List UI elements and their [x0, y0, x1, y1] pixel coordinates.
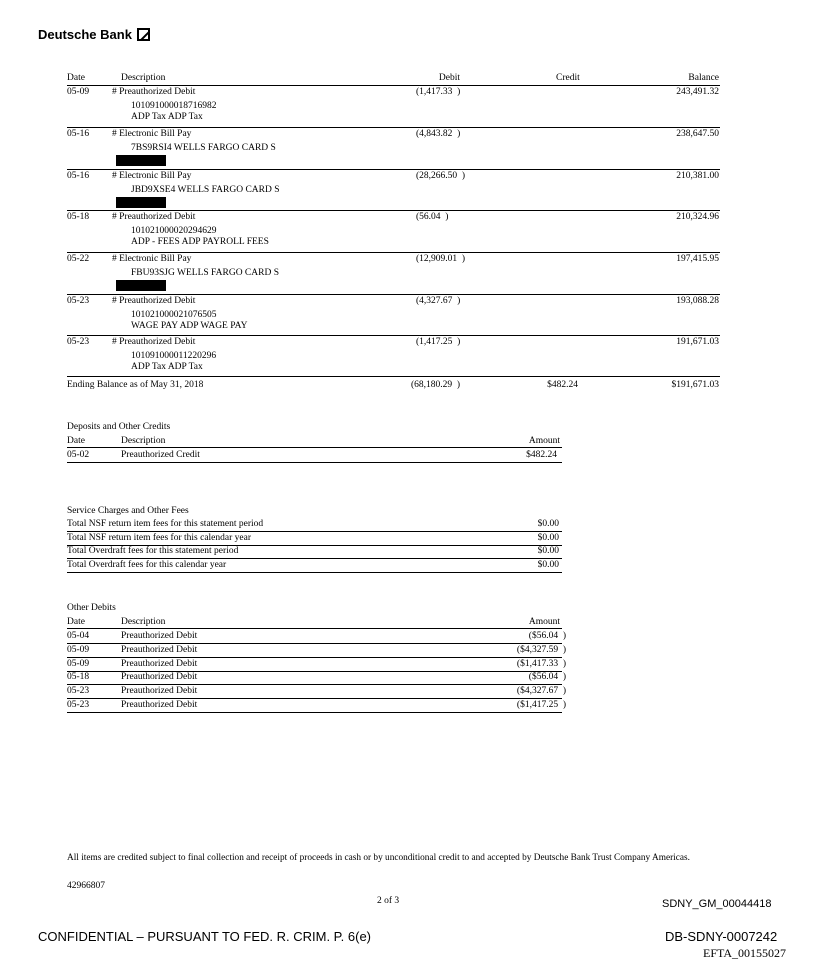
tx-date: 05-23	[67, 296, 90, 306]
bates-db: DB-SDNY-0007242	[665, 929, 778, 944]
bank-name: Deutsche Bank	[38, 27, 132, 42]
tx-balance: 238,647.50	[676, 129, 719, 139]
tx-date: 05-16	[67, 129, 90, 139]
divider	[67, 447, 562, 448]
fee-amount: $0.00	[537, 546, 559, 556]
debit-amount: ($4,327.67 )	[516, 686, 566, 697]
tx-type: # Electronic Bill Pay	[112, 171, 192, 181]
header-description: Description	[121, 436, 166, 446]
tx-debit: (4,843.82 )	[416, 129, 461, 139]
debit-date: 05-23	[67, 686, 90, 697]
tx-detail: 7BS9RSI4 WELLS FARGO CARD S	[131, 142, 276, 153]
confidential-notice: CONFIDENTIAL – PURSUANT TO FED. R. CRIM. P. 6(e)	[38, 929, 372, 944]
debit-amount: ($1,417.33 )	[516, 658, 566, 669]
fee-amount: $0.00	[537, 532, 559, 543]
deposit-description: Preauthorized Credit	[121, 450, 200, 460]
debit-date: 05-04	[67, 631, 90, 641]
ending-balance: $191,671.03	[671, 380, 719, 390]
header-date: Date	[67, 617, 85, 627]
debit-amount: ($1,417.25 )	[516, 700, 566, 710]
tx-debit: (12,909.01 )	[416, 254, 466, 264]
bank-logo	[38, 27, 150, 42]
tx-type: # Preauthorized Debit	[112, 296, 196, 306]
ending-debit: (68,180.29 )	[411, 380, 461, 390]
tx-debit: (28,266.50 )	[416, 171, 466, 181]
page-number: 2 of 3	[377, 896, 400, 906]
redaction-block	[116, 197, 166, 208]
tx-balance: 210,381.00	[676, 171, 719, 181]
debit-description: Preauthorized Debit	[121, 644, 198, 655]
header-credit: Credit	[556, 73, 580, 83]
tx-balance: 197,415.95	[676, 254, 719, 264]
fee-label: Total Overdraft fees for this statement period	[67, 546, 239, 556]
tx-type: # Preauthorized Debit	[112, 337, 196, 347]
tx-type: # Preauthorized Debit	[112, 87, 196, 97]
redaction-block	[116, 280, 166, 291]
header-balance: Balance	[688, 73, 719, 83]
tx-detail: JBD9XSE4 WELLS FARGO CARD S	[131, 184, 280, 195]
debit-amount: ($4,327.59 )	[516, 644, 566, 655]
tx-debit: (56.04 )	[416, 212, 449, 222]
header-debit: Debit	[438, 73, 460, 83]
fee-amount: $0.00	[537, 519, 559, 529]
tx-detail: 10109100001871698​2	[131, 100, 217, 111]
tx-balance: 191,671.03	[676, 337, 719, 347]
debit-amount: ($56.04 )	[528, 672, 566, 683]
section-title: Other Debits	[67, 603, 116, 613]
divider	[67, 252, 720, 253]
divider	[67, 462, 562, 463]
tx-balance: 243,491.32	[676, 87, 719, 97]
divider	[67, 127, 720, 128]
debit-description: Preauthorized Debit	[121, 672, 198, 683]
tx-detail: FBU93SJG WELLS FARGO CARD S	[131, 267, 279, 278]
tx-debit: (1,417.25 )	[416, 337, 461, 347]
divider	[67, 335, 720, 336]
header-date: Date	[67, 73, 85, 83]
tx-type: # Preauthorized Debit	[112, 212, 196, 222]
tx-detail: ADP Tax ADP Tax	[131, 112, 203, 123]
debit-date: 05-09	[67, 644, 90, 655]
redaction-block	[116, 155, 166, 166]
tx-type: # Electronic Bill Pay	[112, 129, 192, 139]
divider	[67, 628, 562, 629]
tx-detail: WAGE PAY ADP WAGE PAY	[131, 321, 248, 332]
bates-sdny-gm: SDNY_GM_00044418	[662, 898, 772, 910]
tx-type: # Electronic Bill Pay	[112, 254, 192, 264]
divider	[67, 169, 720, 170]
header-description: Description	[121, 617, 166, 627]
divider	[67, 376, 720, 377]
divider	[67, 210, 720, 211]
disclaimer-text: All items are credited subject to final collection and receipt of proceeds in cash or by unconditional credit to and accepted by Deutsche Bank Trust Company Americas.	[67, 853, 690, 863]
header-description: Description	[121, 73, 166, 83]
debit-description: Preauthorized Debit	[121, 658, 198, 669]
tx-debit: (1,417.33 )	[416, 87, 461, 97]
header-amount: Amount	[528, 436, 560, 446]
fee-label: Total Overdraft fees for this calendar year	[67, 559, 227, 570]
debit-date: 05-23	[67, 700, 90, 710]
tx-date: 05-18	[67, 212, 90, 222]
debit-description: Preauthorized Debit	[121, 631, 198, 641]
tx-balance: 193,088.28	[676, 296, 719, 306]
divider	[67, 294, 720, 295]
fee-label: Total NSF return item fees for this calendar year	[67, 532, 251, 543]
tx-detail: 101021000020294629	[131, 225, 217, 236]
section-title: Service Charges and Other Fees	[67, 506, 189, 516]
tx-debit: (4,327.67 )	[416, 296, 461, 306]
deposit-amount: $482.24	[526, 450, 557, 460]
debit-description: Preauthorized Debit	[121, 700, 198, 710]
debit-date: 05-09	[67, 658, 90, 669]
account-reference: 42966807	[67, 881, 105, 891]
tx-detail: ADP Tax ADP Tax	[131, 362, 203, 373]
tx-date: 05-23	[67, 337, 90, 347]
fee-amount: $0.00	[537, 559, 559, 570]
section-title: Deposits and Other Credits	[67, 422, 171, 432]
debit-description: Preauthorized Debit	[121, 686, 198, 697]
debit-amount: ($56.04 )	[528, 631, 566, 641]
tx-detail: 101091000011220296	[131, 350, 217, 361]
tx-detail: 101021000021076505	[131, 309, 217, 320]
ending-balance-label: Ending Balance as of May 31, 2018	[67, 380, 204, 390]
tx-date: 05-16	[67, 171, 90, 181]
tx-date: 05-09	[67, 87, 90, 97]
tx-detail: ADP - FEES ADP PAYROLL FEES	[131, 237, 269, 248]
deutsche-bank-slash-icon	[137, 28, 150, 41]
fee-label: Total NSF return item fees for this statement period	[67, 519, 264, 529]
deposit-date: 05-02	[67, 450, 90, 460]
ending-credit: $482.24	[547, 380, 578, 390]
tx-balance: 210,324.96	[676, 212, 719, 222]
header-date: Date	[67, 436, 85, 446]
divider	[67, 572, 562, 573]
header-amount: Amount	[528, 617, 560, 627]
debit-date: 05-18	[67, 672, 90, 683]
divider	[67, 712, 562, 713]
divider	[67, 85, 720, 86]
tx-date: 05-22	[67, 254, 90, 264]
efta-number: EFTA_00155027	[703, 946, 787, 960]
